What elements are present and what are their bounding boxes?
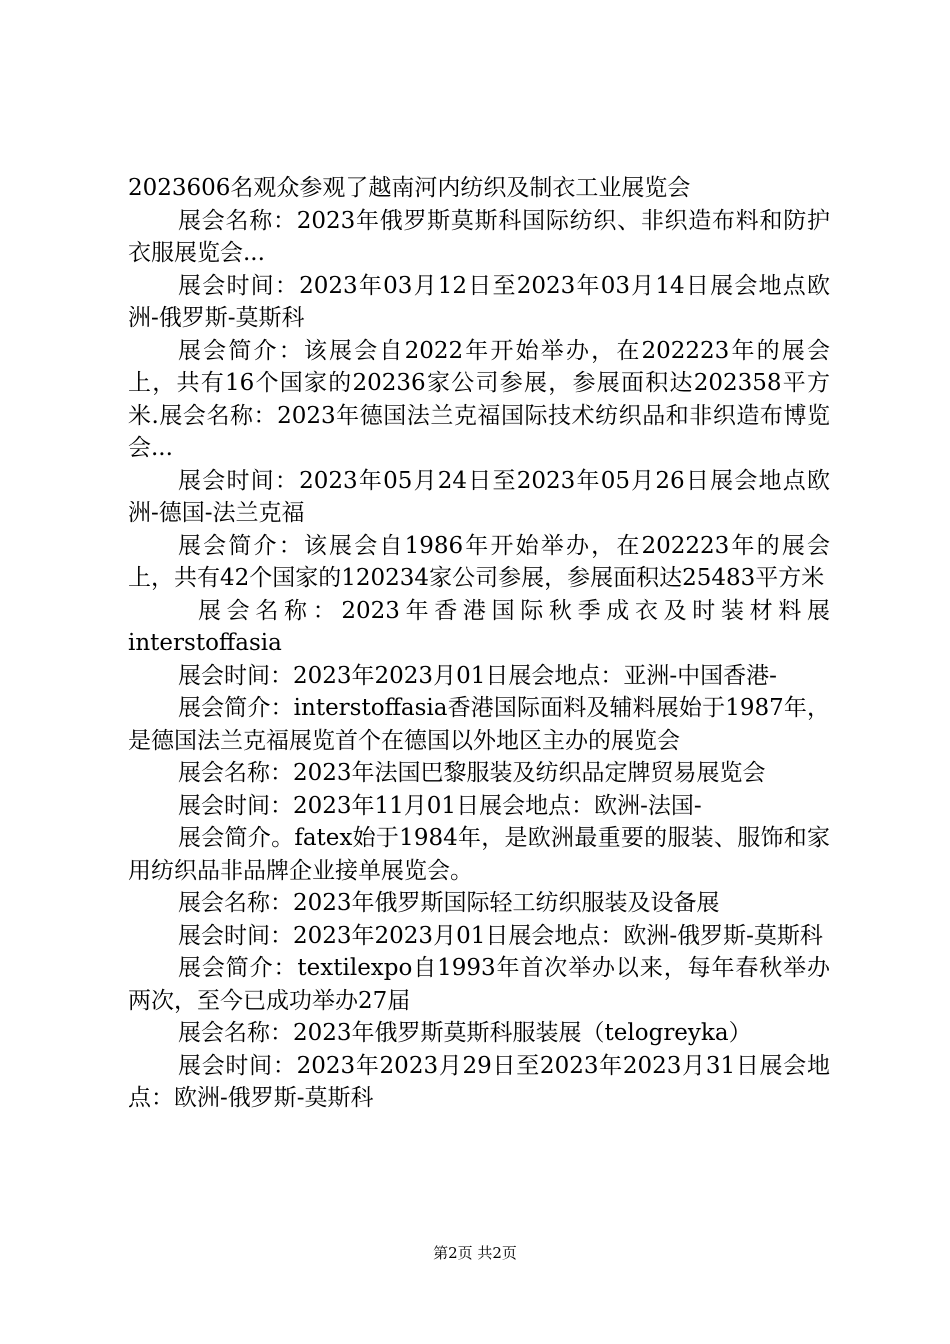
paragraph-expo-time-frankfurt: 展会时间：2023年05月24日至2023年05月26日展会地点欧洲-德国-法兰克福	[128, 467, 830, 526]
paragraph-expo-intro-frankfurt: 展会简介：该展会自1986年开始举办，在202223年的展会上，共有42个国家的120234家公司参展，参展面积达25483平方米	[128, 532, 830, 591]
paragraph-expo-time-telogreyka: 展会时间：2023年2023月29日至2023年2023月31日展会地点：欧洲-俄罗斯-莫斯科	[128, 1052, 830, 1111]
paragraph-expo-time-russia-light: 展会时间：2023年2023月01日展会地点：欧洲-俄罗斯-莫斯科	[178, 922, 823, 949]
paragraph-expo-intro-russia-light: 展会简介：textilexpo自1993年首次举办以来，每年春秋举办两次，至今已成功举办27届	[128, 955, 830, 1014]
paragraph-expo-intro-paris: 展会简介。fatex始于1984年，是欧洲最重要的服装、服饰和家用纺织品非品牌企业接单展览会。	[128, 825, 830, 884]
paragraph-expo-time-moscow-textile: 展会时间：2023年03月12日至2023年03月14日展会地点欧洲-俄罗斯-莫斯科	[128, 272, 830, 331]
page-footer	[0, 1243, 950, 1263]
paragraph-expo-time-hongkong: 展会时间：2023年2023月01日展会地点：亚洲-中国香港-	[178, 662, 777, 689]
document-body	[128, 172, 830, 1115]
paragraph-visitors: 2023606名观众参观了越南河内纺织及制衣工业展览会	[128, 175, 691, 201]
paragraph-expo-name-hongkong: 展会名称：2023年香港国际秋季成衣及时装材料展interstoffasia	[128, 597, 830, 656]
paragraph-expo-name-telogreyka: 展会名称：2023年俄罗斯莫斯科服装展（telogreyka）	[178, 1020, 752, 1046]
page-number: 第2页 共2页	[433, 1244, 517, 1262]
paragraph-expo-name-moscow-textile: 展会名称：2023年俄罗斯莫斯科国际纺织、非织造布料和防护衣服展览会...	[128, 207, 830, 266]
paragraph-expo-name-russia-light: 展会名称：2023年俄罗斯国际轻工纺织服装及设备展	[178, 890, 720, 916]
paragraph-expo-intro-hongkong: 展会简介：interstoffasia香港国际面料及辅料展始于1987年，是德国法兰克福展览首个在德国以外地区主办的展览会	[128, 695, 830, 754]
paragraph-expo-intro-moscow-textile: 展会简介：该展会自2022年开始举办，在202223年的展会上，共有16个国家的20236家公司参展，参展面积达202358平方米.展会名称：2023年德国法兰克福国际技术纺织品和非织造布博览会...	[128, 337, 830, 461]
paragraph-expo-name-paris: 展会名称：2023年法国巴黎服装及纺织品定牌贸易展览会	[178, 760, 766, 786]
paragraph-expo-time-paris: 展会时间：2023年11月01日展会地点：欧洲-法国-	[178, 792, 702, 819]
